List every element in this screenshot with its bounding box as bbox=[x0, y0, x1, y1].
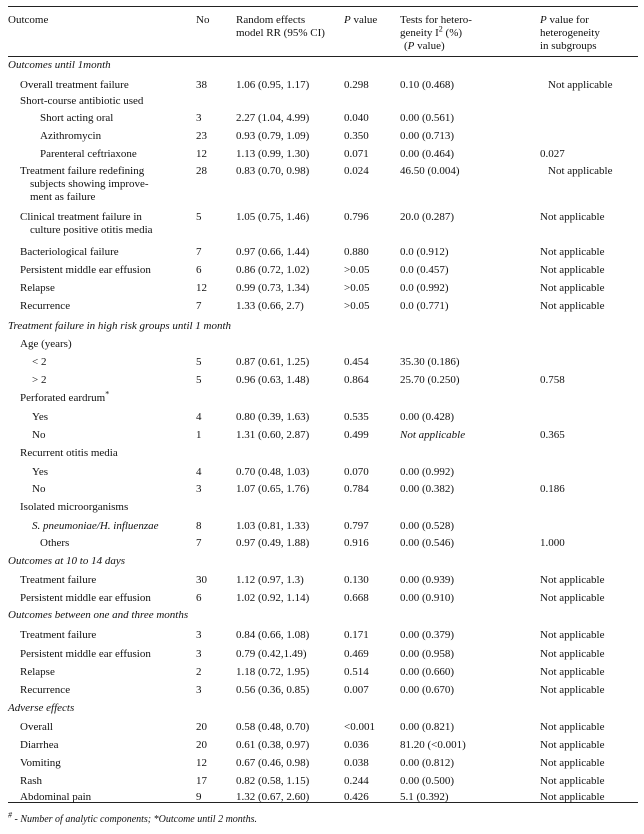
no-cell: 3 bbox=[196, 648, 202, 660]
rr-cell: 1.03 (0.81, 1.33) bbox=[236, 520, 310, 532]
outcome-cell: Persistent middle ear effusion bbox=[20, 648, 151, 660]
p-cell: 0.024 bbox=[344, 165, 369, 177]
p-cell: 0.796 bbox=[344, 211, 369, 223]
no-cell: 1 bbox=[196, 429, 202, 441]
outcome-cell: Short acting oral bbox=[40, 112, 114, 124]
het-cell: 0.00 (0.379) bbox=[400, 629, 455, 641]
p-cell: 0.350 bbox=[344, 130, 369, 142]
subgroup-cell: Not applicable bbox=[540, 592, 605, 604]
no-cell: 3 bbox=[196, 112, 202, 124]
col-heterogeneity-header bbox=[400, 14, 472, 53]
p-cell: 0.071 bbox=[344, 148, 369, 160]
footnote-text: - Number of analytic components; *Outcome until 2 months. bbox=[12, 814, 257, 825]
section-heading: Outcomes until 1month bbox=[8, 59, 111, 71]
outcome-cell: Yes bbox=[32, 411, 49, 423]
het-cell: 0.00 (0.812) bbox=[400, 757, 455, 769]
no-cell: 12 bbox=[196, 757, 207, 769]
het-cell: 0.00 (0.464) bbox=[400, 148, 455, 160]
no-cell: 30 bbox=[196, 574, 207, 586]
outcome-cell: Persistent middle ear effusion bbox=[20, 264, 151, 276]
p-cell: 0.040 bbox=[344, 112, 369, 124]
rr-cell: 1.12 (0.97, 1.3) bbox=[236, 574, 304, 586]
rr-cell: 1.18 (0.72, 1.95) bbox=[236, 666, 310, 678]
outcome-cell: Parenteral ceftriaxone bbox=[40, 148, 137, 160]
table-footnote bbox=[8, 810, 257, 825]
rr-cell: 0.70 (0.48, 1.03) bbox=[236, 466, 310, 478]
het-cell: 5.1 (0.392) bbox=[400, 791, 449, 803]
subgroup-cell: Not applicable bbox=[540, 791, 605, 803]
rr-cell: 0.97 (0.49, 1.88) bbox=[236, 537, 310, 549]
rr-cell: 0.61 (0.38, 0.97) bbox=[236, 739, 310, 751]
rr-cell: 2.27 (1.04, 4.99) bbox=[236, 112, 310, 124]
het-cell: 0.00 (0.660) bbox=[400, 666, 455, 678]
outcome-cell: Isolated microorganisms bbox=[20, 501, 129, 513]
het-cell: 0.00 (0.910) bbox=[400, 592, 455, 604]
no-cell: 12 bbox=[196, 282, 207, 294]
footnote-hash: # bbox=[8, 810, 12, 820]
outcome-cell: Treatment failure bbox=[20, 629, 97, 641]
het-line3a: ( bbox=[404, 40, 408, 52]
p-cell: 0.499 bbox=[344, 429, 369, 441]
rr-cell: 0.80 (0.39, 1.63) bbox=[236, 411, 310, 423]
no-cell: 4 bbox=[196, 411, 202, 423]
het-cell: 81.20 (<0.001) bbox=[400, 739, 466, 751]
no-cell: 38 bbox=[196, 79, 207, 91]
rr-cell: 1.02 (0.92, 1.14) bbox=[236, 592, 310, 604]
no-cell: 5 bbox=[196, 374, 202, 386]
subgroup-cell: 0.027 bbox=[540, 148, 565, 160]
p-cell: 0.171 bbox=[344, 629, 369, 641]
p-cell: 0.070 bbox=[344, 466, 369, 478]
rr-header-line1: Random effects bbox=[236, 14, 306, 26]
rr-cell: 1.33 (0.66, 2.7) bbox=[236, 300, 304, 312]
sub-header-line3: in subgroups bbox=[540, 40, 597, 52]
outcome-line: culture positive otitis media bbox=[30, 224, 153, 236]
outcome-cell: Bacteriological failure bbox=[20, 246, 119, 258]
no-cell: 3 bbox=[196, 684, 202, 696]
outcome-cell: Overall bbox=[20, 721, 53, 733]
het-sup: 2 bbox=[438, 24, 443, 34]
sub-header-line1 bbox=[540, 14, 600, 27]
outcome-cell: Age (years) bbox=[20, 338, 72, 350]
het-header-line2 bbox=[400, 24, 472, 40]
no-cell: 5 bbox=[196, 356, 202, 368]
rr-cell: 1.31 (0.60, 2.87) bbox=[236, 429, 310, 441]
no-cell: 3 bbox=[196, 483, 202, 495]
subgroup-cell: Not applicable bbox=[540, 739, 605, 751]
subgroup-cell: Not applicable bbox=[540, 684, 605, 696]
outcome-cell: Relapse bbox=[20, 666, 55, 678]
subgroup-cell: 1.000 bbox=[540, 537, 565, 549]
no-cell: 5 bbox=[196, 211, 202, 223]
outcome-cell: Treatment failure bbox=[20, 574, 97, 586]
sub-line1-italic: P bbox=[540, 14, 547, 26]
no-cell: 6 bbox=[196, 592, 202, 604]
p-cell: <0.001 bbox=[344, 721, 375, 733]
outcome-cell: Recurrence bbox=[20, 300, 71, 312]
subgroup-cell: Not applicable bbox=[540, 246, 605, 258]
het-line2b: (%) bbox=[442, 27, 463, 39]
outcome-line: Clinical treatment failure in bbox=[20, 211, 142, 223]
outcome-line: ment as failure bbox=[30, 191, 96, 203]
het-cell: 0.00 (0.821) bbox=[400, 721, 455, 733]
rr-cell: 0.99 (0.73, 1.34) bbox=[236, 282, 310, 294]
het-cell: 0.00 (0.992) bbox=[400, 466, 455, 478]
het-line2a: geneity I bbox=[400, 27, 439, 39]
col-rr-header bbox=[236, 14, 325, 40]
p-cell: 0.668 bbox=[344, 592, 369, 604]
subgroup-cell: Not applicable bbox=[540, 211, 605, 223]
section-heading: Treatment failure in high risk groups until 1 month bbox=[8, 320, 232, 332]
het-cell: 0.00 (0.713) bbox=[400, 130, 455, 142]
p-cell: >0.05 bbox=[344, 300, 370, 312]
het-cell: 0.00 (0.428) bbox=[400, 411, 455, 423]
het-cell: 0.0 (0.457) bbox=[400, 264, 449, 276]
no-cell: 12 bbox=[196, 148, 207, 160]
rr-cell: 0.87 (0.61, 1.25) bbox=[236, 356, 310, 368]
subgroup-cell: Not applicable bbox=[540, 264, 605, 276]
het-cell: 0.00 (0.528) bbox=[400, 520, 455, 532]
p-cell: 0.514 bbox=[344, 666, 369, 678]
outcome-cell: No bbox=[32, 483, 46, 495]
sub-header-line2: heterogeneity bbox=[540, 27, 600, 39]
outcome-line: Treatment failure redefining bbox=[20, 165, 145, 177]
outcome-cell: Relapse bbox=[20, 282, 55, 294]
p-cell: 0.880 bbox=[344, 246, 369, 258]
subgroup-cell: Not applicable bbox=[540, 757, 605, 769]
outcome-line: subjects showing improve- bbox=[30, 178, 149, 190]
subgroup-cell: 0.186 bbox=[540, 483, 565, 495]
sub-line1-rest: value for bbox=[546, 14, 589, 26]
rr-cell: 1.05 (0.75, 1.46) bbox=[236, 211, 310, 223]
rr-cell: 0.96 (0.63, 1.48) bbox=[236, 374, 310, 386]
outcome-cell: Recurrence bbox=[20, 684, 71, 696]
col-subgroup-header bbox=[540, 14, 600, 53]
subgroup-cell: 0.758 bbox=[540, 374, 565, 386]
rr-cell: 0.97 (0.66, 1.44) bbox=[236, 246, 310, 258]
p-cell: >0.05 bbox=[344, 282, 370, 294]
p-cell: 0.864 bbox=[344, 374, 369, 386]
col-pvalue-header bbox=[344, 14, 377, 27]
subgroup-cell: Not applicable bbox=[540, 574, 605, 586]
header-bottom-rule bbox=[8, 56, 638, 57]
no-cell: 3 bbox=[196, 629, 202, 641]
rr-cell: 0.67 (0.46, 0.98) bbox=[236, 757, 310, 769]
p-cell: 0.469 bbox=[344, 648, 369, 660]
col-outcome-header: Outcome bbox=[8, 14, 49, 26]
no-cell: 7 bbox=[196, 537, 202, 549]
outcome-cell: Vomiting bbox=[20, 757, 61, 769]
het-line3b: value) bbox=[414, 40, 445, 52]
outcome-cell: Rash bbox=[20, 775, 42, 787]
rr-cell: 1.32 (0.67, 2.60) bbox=[236, 791, 310, 803]
p-cell: 0.244 bbox=[344, 775, 369, 787]
rr-cell: 0.86 (0.72, 1.02) bbox=[236, 264, 310, 276]
outcome-cell: S. pneumoniae/H. influenzae bbox=[32, 520, 159, 532]
no-cell: 28 bbox=[196, 165, 207, 177]
het-cell: 0.0 (0.771) bbox=[400, 300, 449, 312]
outcome-cell bbox=[8, 211, 153, 237]
no-cell: 9 bbox=[196, 791, 202, 803]
p-cell: 0.797 bbox=[344, 520, 369, 532]
outcome-cell: Diarrhea bbox=[20, 739, 59, 751]
p-cell: 0.916 bbox=[344, 537, 369, 549]
asterisk-mark: * bbox=[105, 389, 110, 399]
p-cell: 0.454 bbox=[344, 356, 369, 368]
het-cell: 0.00 (0.939) bbox=[400, 574, 455, 586]
rr-cell: 0.93 (0.79, 1.09) bbox=[236, 130, 310, 142]
outcome-cell: Short-course antibiotic used bbox=[20, 95, 144, 107]
rr-cell: 0.82 (0.58, 1.15) bbox=[236, 775, 310, 787]
no-cell: 8 bbox=[196, 520, 202, 532]
p-cell: 0.007 bbox=[344, 684, 369, 696]
rr-cell: 0.56 (0.36, 0.85) bbox=[236, 684, 310, 696]
rr-cell: 0.83 (0.70, 0.98) bbox=[236, 165, 310, 177]
het-cell: 0.10 (0.468) bbox=[400, 79, 455, 91]
p-cell: 0.535 bbox=[344, 411, 369, 423]
outcome-cell bbox=[8, 389, 110, 405]
outcome-cell: Others bbox=[40, 537, 70, 549]
rr-cell: 1.13 (0.99, 1.30) bbox=[236, 148, 310, 160]
table-top-rule bbox=[8, 6, 638, 7]
outcome-cell: Yes bbox=[32, 466, 49, 478]
col-no-header: No bbox=[196, 14, 210, 26]
rr-cell: 1.06 (0.95, 1.17) bbox=[236, 79, 310, 91]
het-cell: 0.00 (0.670) bbox=[400, 684, 455, 696]
section-heading: Outcomes between one and three months bbox=[8, 609, 189, 621]
het-cell: Not applicable bbox=[400, 429, 466, 441]
subgroup-cell: Not applicable bbox=[540, 666, 605, 678]
het-cell: 0.0 (0.992) bbox=[400, 282, 449, 294]
het-cell: 35.30 (0.186) bbox=[400, 356, 460, 368]
het-cell: 46.50 (0.004) bbox=[400, 165, 460, 177]
no-cell: 2 bbox=[196, 666, 202, 678]
het-line3-italic: P bbox=[407, 40, 415, 52]
subgroup-cell: Not applicable bbox=[540, 648, 605, 660]
het-cell: 20.0 (0.287) bbox=[400, 211, 455, 223]
outcome-cell: No bbox=[32, 429, 46, 441]
subgroup-cell: Not applicable bbox=[540, 629, 605, 641]
rr-cell: 0.79 (0.42,1.49) bbox=[236, 648, 307, 660]
p-cell: 0.130 bbox=[344, 574, 369, 586]
het-cell: 0.00 (0.561) bbox=[400, 112, 455, 124]
p-cell: 0.036 bbox=[344, 739, 369, 751]
rr-cell: 0.84 (0.66, 1.08) bbox=[236, 629, 310, 641]
rr-cell: 0.58 (0.48, 0.70) bbox=[236, 721, 310, 733]
outcome-cell: < 2 bbox=[32, 356, 47, 368]
het-cell: 0.00 (0.546) bbox=[400, 537, 455, 549]
outcome-cell: > 2 bbox=[32, 374, 47, 386]
p-cell: 0.426 bbox=[344, 791, 369, 803]
no-cell: 20 bbox=[196, 721, 207, 733]
perforated-label: Perforated eardrum bbox=[20, 392, 106, 404]
no-cell: 7 bbox=[196, 246, 202, 258]
no-cell: 20 bbox=[196, 739, 207, 751]
no-cell: 4 bbox=[196, 466, 202, 478]
subgroup-cell: Not applicable bbox=[548, 165, 613, 177]
het-cell: 0.00 (0.382) bbox=[400, 483, 455, 495]
p-cell: 0.038 bbox=[344, 757, 369, 769]
subgroup-cell: Not applicable bbox=[540, 775, 605, 787]
outcome-cell bbox=[8, 165, 149, 204]
outcome-cell: Recurrent otitis media bbox=[20, 447, 118, 459]
no-cell: 6 bbox=[196, 264, 202, 276]
outcome-cell: Azithromycin bbox=[40, 130, 102, 142]
outcome-cell: Persistent middle ear effusion bbox=[20, 592, 151, 604]
section-heading: Outcomes at 10 to 14 days bbox=[8, 555, 126, 567]
no-cell: 23 bbox=[196, 130, 207, 142]
no-cell: 7 bbox=[196, 300, 202, 312]
section-heading: Adverse effects bbox=[8, 702, 75, 714]
rr-cell: 1.07 (0.65, 1.76) bbox=[236, 483, 310, 495]
het-cell: 0.0 (0.912) bbox=[400, 246, 449, 258]
p-rest: value bbox=[350, 14, 378, 26]
no-cell: 17 bbox=[196, 775, 207, 787]
het-header-line1: Tests for hetero- bbox=[400, 14, 472, 26]
p-cell: 0.784 bbox=[344, 483, 369, 495]
het-cell: 25.70 (0.250) bbox=[400, 374, 460, 386]
subgroup-cell: Not applicable bbox=[540, 721, 605, 733]
outcome-cell: Overall treatment failure bbox=[20, 79, 129, 91]
subgroup-cell: Not applicable bbox=[540, 300, 605, 312]
p-cell: 0.298 bbox=[344, 79, 369, 91]
rr-header-line2: model RR (95% CI) bbox=[236, 27, 325, 39]
p-italic: P bbox=[344, 14, 351, 26]
subgroup-cell: Not applicable bbox=[540, 282, 605, 294]
het-header-line3 bbox=[400, 40, 472, 53]
het-cell: 0.00 (0.500) bbox=[400, 775, 455, 787]
subgroup-cell: Not applicable bbox=[548, 79, 613, 91]
p-cell: >0.05 bbox=[344, 264, 370, 276]
het-cell: 0.00 (0.958) bbox=[400, 648, 455, 660]
subgroup-cell: 0.365 bbox=[540, 429, 565, 441]
outcome-cell: Abdominal pain bbox=[20, 791, 92, 803]
